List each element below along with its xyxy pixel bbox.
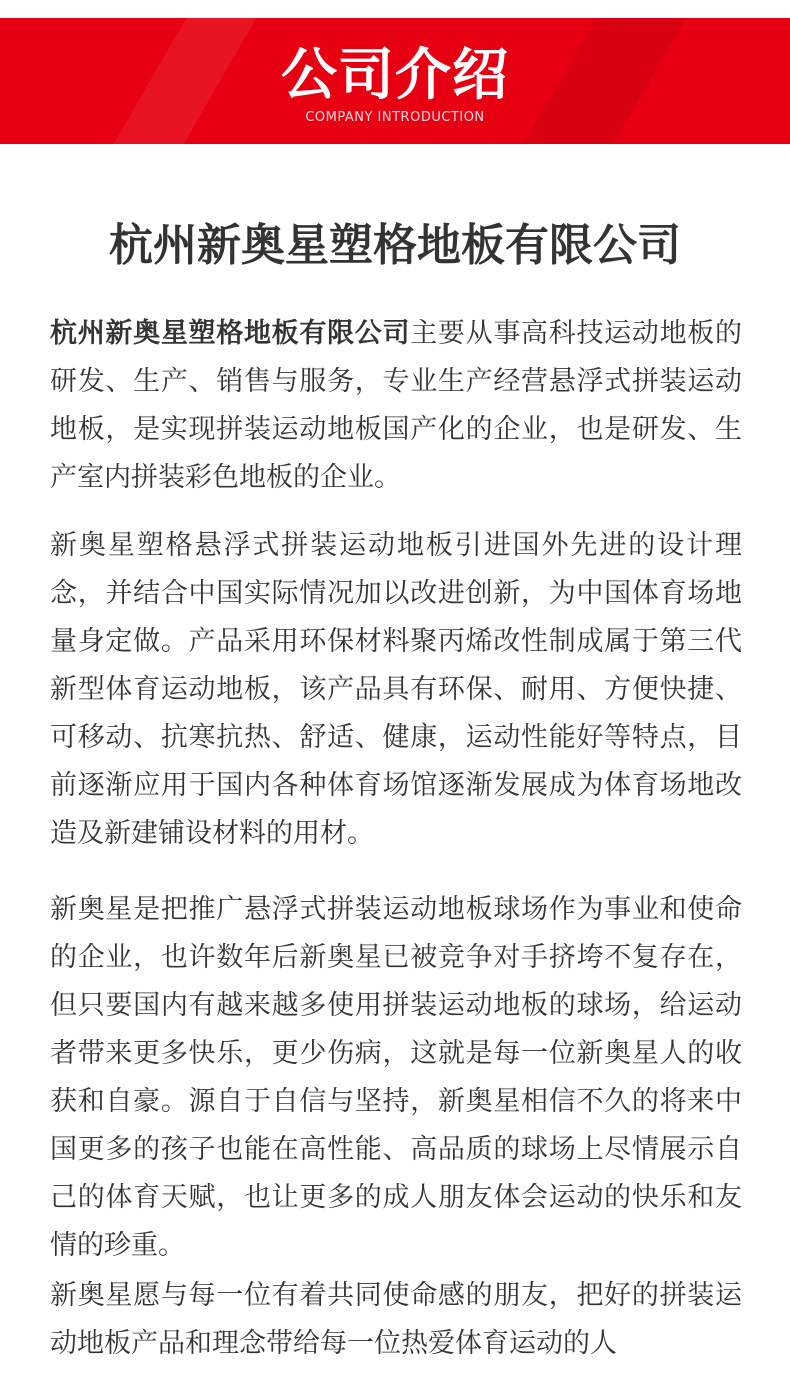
company-name-lead: 杭州新奥星塑格地板有限公司 [50,318,411,349]
company-title: 杭州新奥星塑格地板有限公司 [109,220,681,271]
banner-title: 公司介绍 [281,43,509,108]
paragraph-intro [50,310,742,502]
paragraph-product: 新奥星塑格悬浮式拼装运动地板引进国外先进的设计理念，并结合中国实际情况加以改进创新，为中国体育场地量身定做。产品采用环保材料聚丙烯改性制成属于第三代新型体育运动地板，该产品具有环保、耐用、方便快捷、可移动、抗寒抗热、舒适、健康，运动性能好等特点，目前逐渐应用于国内各种体育场馆逐渐发展成为体育场地改造及新建铺设材料的用材。 [50,530,742,849]
paragraph-mission: 新奥星是把推广悬浮式拼装运动地板球场作为事业和使命的企业，也许数年后新奥星已被竞争对手挤垮不复存在，但只要国内有越来越多使用拼装运动地板的球场，给运动者带来更多快乐，更少伤病，这就是每一位新奥星人的收获和自豪。源自于自信与坚持，新奥星相信不久的将来中国更多的孩子也能在高性能、高品质的球场上尽情展示自己的体育天赋，也让更多的成人朋友体会运动的快乐和友情的珍重。 [50,894,742,1261]
paragraph-vision: 新奥星愿与每一位有着共同使命感的朋友，把好的拼装运动地板产品和理念带给每一位热爱体育运动的人 [50,1280,742,1359]
header-banner [0,18,790,144]
banner-subtitle: COMPANY INTRODUCTION [305,110,485,125]
paragraph-intro-text: 主要从事高科技运动地板的研发、生产、销售与服务，专业生产经营悬浮式拼装运动地板，是实现拼装运动地板国产化的企业，也是研发、生产室内拼装彩色地板的企业。 [50,318,743,493]
